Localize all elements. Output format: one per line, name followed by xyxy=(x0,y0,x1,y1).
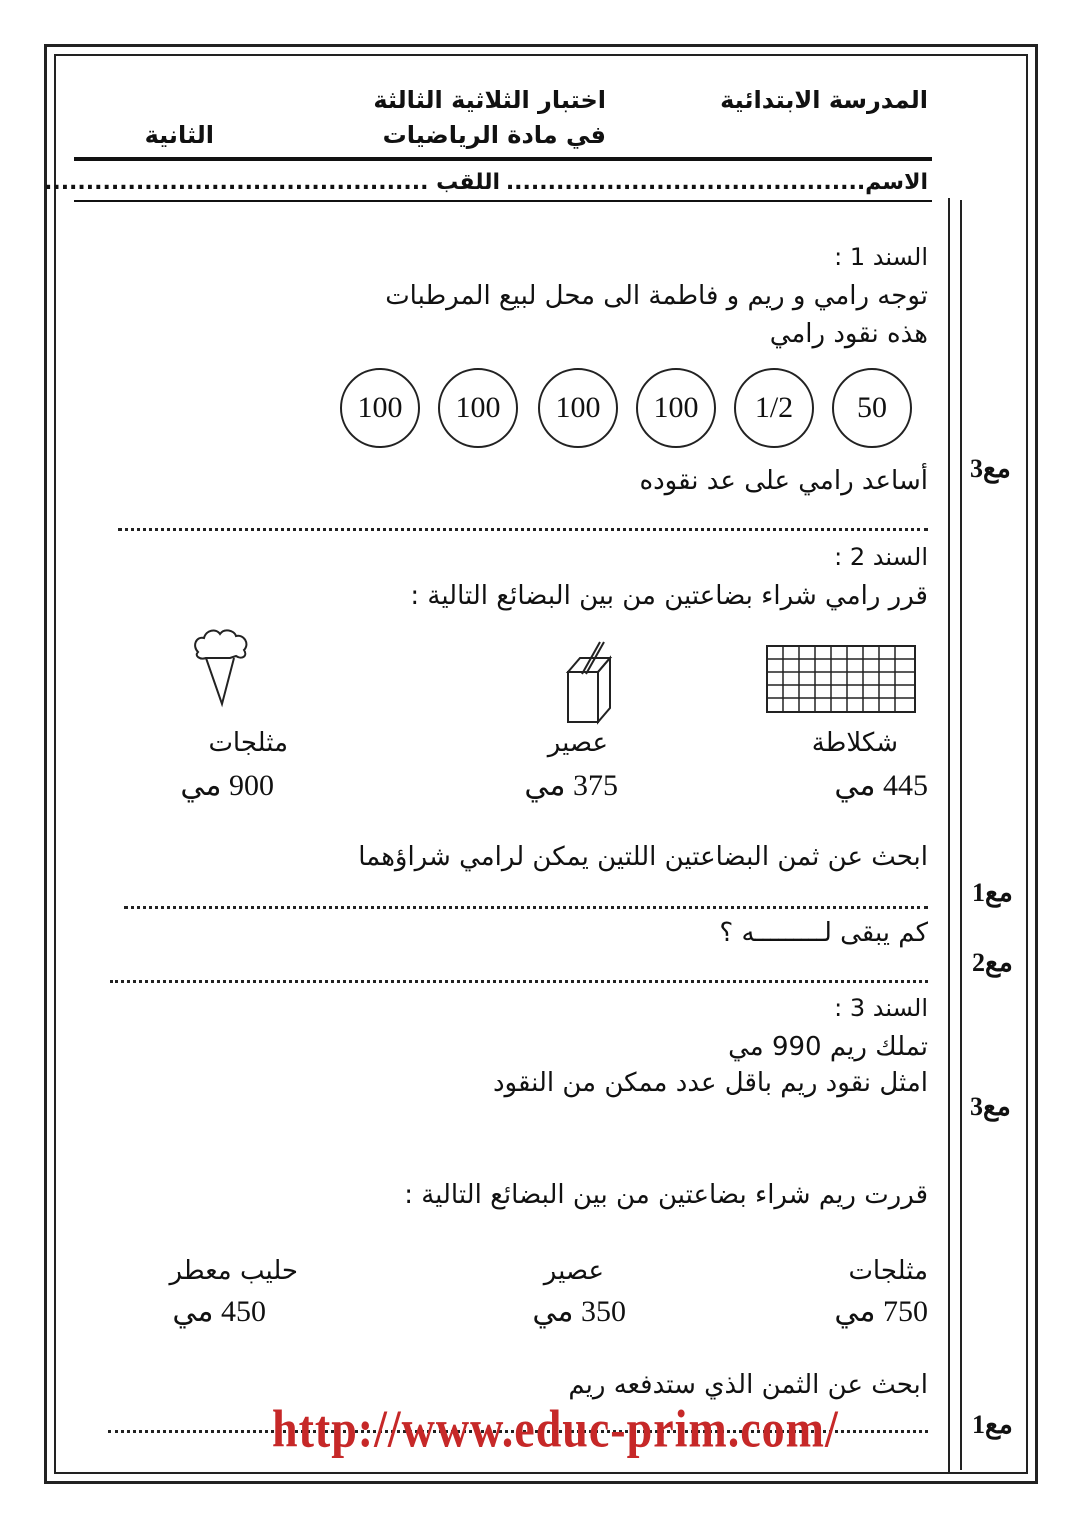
grade-mark: مع1 xyxy=(972,878,1013,907)
section2-intro: قرر رامي شراء بضاعتين من بين البضائع التالية : xyxy=(410,581,928,611)
surname-field[interactable]: اللقب .............................................. xyxy=(43,170,500,195)
section1-line1: توجه رامي و ريم و فاطمة الى محل لبيع المرطبات xyxy=(385,281,928,311)
item-name: عصير xyxy=(547,728,608,758)
item-name: شكلاطة xyxy=(811,728,898,758)
item-price: 450 مي xyxy=(172,1295,266,1328)
answer-line[interactable] xyxy=(118,528,928,531)
answer-line[interactable] xyxy=(110,980,928,983)
exam-title: اختبار الثلاثية الثالثة xyxy=(373,86,606,114)
name-field[interactable]: الاسم........................................... xyxy=(505,170,928,195)
header-rule xyxy=(74,157,932,161)
item-price: 900 مي xyxy=(180,769,274,802)
grade-mark: مع3 xyxy=(970,1092,1011,1121)
section1-line2: هذه نقود رامي xyxy=(769,319,928,349)
school-name: المدرسة الابتدائية xyxy=(720,86,928,114)
item-price: 445 مي xyxy=(834,769,928,802)
section3-line2: امثل نقود ريم باقل عدد ممكن من النقود xyxy=(492,1068,928,1098)
coin: 100 xyxy=(438,368,518,448)
coin: 1/2 xyxy=(734,368,814,448)
section3-line1: تملك ريم 990 مي xyxy=(728,1032,928,1062)
section2-title: السند 2 : xyxy=(834,543,928,571)
item-name: مثلجات xyxy=(208,728,288,758)
watermark-link[interactable]: http://www.educ-prim.com/ xyxy=(272,1399,839,1458)
item-name: عصير xyxy=(543,1256,604,1286)
section3-title: السند 3 : xyxy=(834,994,928,1022)
grade-level: الثانية xyxy=(144,121,214,149)
section1-task: أساعد رامي على عد نقوده xyxy=(639,466,928,496)
grade-mark: مع3 xyxy=(970,454,1011,483)
section1-title: السند 1 : xyxy=(834,243,928,271)
grade-mark: مع1 xyxy=(972,1410,1013,1439)
ice-cream-cone-icon xyxy=(190,626,256,708)
item-price: 350 مي xyxy=(532,1295,626,1328)
item-price: 375 مي xyxy=(524,769,618,802)
answer-line[interactable] xyxy=(124,906,928,909)
exam-subject: في مادة الرياضيات xyxy=(382,121,606,149)
juice-box-icon xyxy=(560,636,628,728)
section2-question1: ابحث عن ثمن البضاعتين اللتين يمكن لرامي شراؤهما xyxy=(358,842,928,872)
grade-margin-column-inner xyxy=(960,200,1026,1470)
coin: 100 xyxy=(340,368,420,448)
chocolate-bar-icon xyxy=(766,645,916,713)
item-name: حليب معطر xyxy=(169,1256,298,1286)
coin: 100 xyxy=(538,368,618,448)
name-rule xyxy=(74,200,932,202)
item-price: 750 مي xyxy=(834,1295,928,1328)
section2-question2: كم يبقى لـــــــــه ؟ xyxy=(719,918,928,948)
item-name: مثلجات xyxy=(848,1256,928,1286)
section3-question: ابحث عن الثمن الذي ستدفعه ريم xyxy=(568,1370,928,1400)
grade-mark: مع2 xyxy=(972,948,1013,977)
section3-intro: قررت ريم شراء بضاعتين من بين البضائع التالية : xyxy=(404,1180,928,1210)
coin: 50 xyxy=(832,368,912,448)
coin: 100 xyxy=(636,368,716,448)
